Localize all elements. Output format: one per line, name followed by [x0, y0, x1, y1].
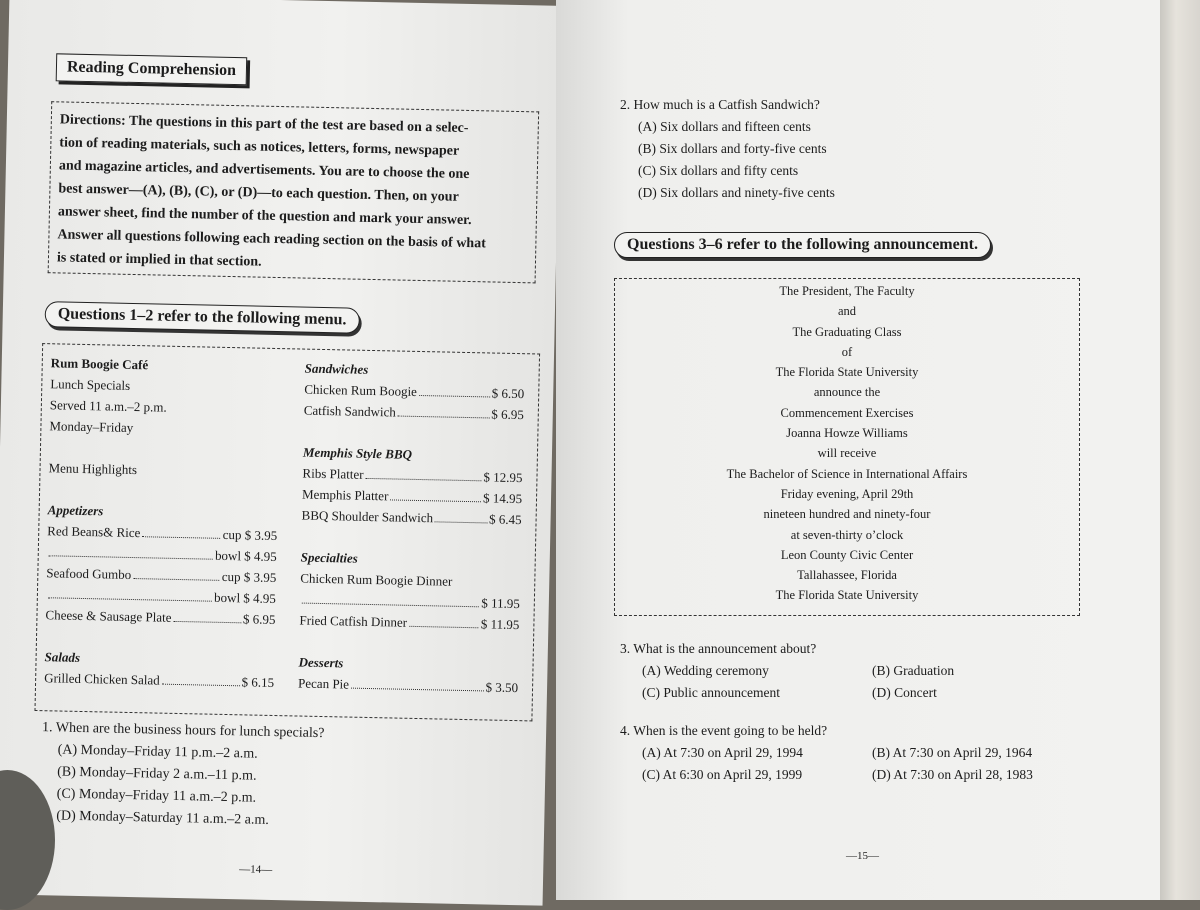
specialty-item: Chicken Rum Boogie Dinner — [300, 570, 453, 589]
announcement-line: Friday evening, April 29th — [780, 486, 914, 501]
menu-item: Memphis Platter $ 14.95 — [301, 486, 523, 507]
menu-item: Cheese & Sausage Plate $ 6.95 — [45, 607, 276, 628]
answer-option: (A) Six dollars and fifteen cents — [638, 119, 811, 134]
question-1 — [40, 717, 325, 833]
appetizers-heading: Appetizers — [47, 502, 104, 519]
menu-item: Ribs Platter $ 12.95 — [302, 465, 523, 486]
menu-item: bowl $ 4.95 — [47, 541, 277, 567]
directions-box — [48, 101, 539, 283]
announcement-line: Tallahassee, Florida — [797, 568, 897, 583]
answer-option: (D) Concert — [872, 685, 937, 700]
answer-option: (C) At 6:30 on April 29, 1999 — [642, 767, 803, 782]
answer-option: (B) Graduation — [872, 663, 955, 678]
menu-box — [34, 343, 540, 721]
directions-line: Answer all questions following each reading section on the basis of what — [57, 227, 486, 252]
question-3 — [620, 638, 1072, 704]
menu-left-column — [44, 352, 281, 693]
announcement-line: The President, The Faculty — [779, 284, 915, 298]
questions-3-6-title: Questions 3–6 refer to the following announcement. — [614, 232, 991, 258]
announcement-line: will receive — [817, 446, 877, 461]
answer-option: (B) At 7:30 on April 29, 1964 — [872, 745, 1033, 760]
specialties-heading: Specialties — [300, 549, 358, 566]
question-4 — [620, 720, 1072, 786]
page-edge — [1160, 0, 1200, 900]
menu-highlights: Menu Highlights — [48, 460, 138, 478]
menu-item: Pecan Pie $ 3.50 — [297, 675, 519, 696]
cafe-name: Rum Boogie Café — [50, 355, 149, 373]
announcement-line: The Bachelor of Science in International Affairs — [726, 466, 968, 481]
directions-line: and magazine articles, and advertisements. You are to choose the one — [58, 158, 470, 182]
question-stem: 1. When are the business hours for lunch specials? — [41, 720, 325, 742]
bbq-heading: Memphis Style BBQ — [302, 444, 413, 462]
menu-item: Grilled Chicken Salad $ 6.15 — [44, 670, 275, 691]
answer-option: (C) Monday–Friday 11 a.m.–2 p.m. — [56, 786, 257, 806]
menu-item: BBQ Shoulder Sandwich $ 6.45 — [301, 507, 522, 528]
question-stem: 4. When is the event going to be held? — [620, 723, 828, 738]
announcement-line: at seven-thirty o’clock — [790, 527, 904, 542]
menu-item: Chicken Rum Boogie $ 6.50 — [304, 381, 525, 402]
question-stem: 3. What is the announcement about? — [620, 641, 817, 656]
lunch-specials: Lunch Specials — [50, 376, 131, 393]
answer-option: (D) Monday–Saturday 11 a.m.–2 a.m. — [56, 808, 269, 828]
questions-1-2-title: Questions 1–2 refer to the following menu. — [45, 301, 360, 334]
announcement-line: Commencement Exercises — [780, 405, 914, 420]
desserts-heading: Desserts — [298, 654, 344, 671]
announcement-line: nineteen hundred and ninety-four — [763, 507, 931, 522]
section-title: Reading Comprehension — [56, 53, 248, 85]
question-stem: 2. How much is a Catfish Sandwich? — [620, 97, 820, 112]
menu-item: Catfish Sandwich $ 6.95 — [303, 402, 524, 423]
menu-item: bowl $ 4.95 — [46, 583, 276, 609]
directions-line: best answer—(A), (B), (C), or (D)—to each question. Then, on your — [58, 181, 459, 205]
answer-option: (A) Monday–Friday 11 p.m.–2 a.m. — [57, 742, 258, 762]
menu-right-column — [298, 358, 525, 699]
served-days: Monday–Friday — [49, 418, 134, 436]
answer-option: (D) At 7:30 on April 28, 1983 — [872, 767, 1033, 782]
question-2 — [620, 94, 835, 204]
answer-option: (A) At 7:30 on April 29, 1994 — [642, 745, 803, 760]
sandwiches-heading: Sandwiches — [304, 360, 369, 377]
menu-item: Fried Catfish Dinner $ 11.95 — [299, 612, 520, 633]
announcement-line: The Graduating Class — [792, 324, 902, 339]
answer-option: (B) Six dollars and forty-five cents — [638, 141, 827, 156]
salads-heading: Salads — [44, 649, 81, 665]
directions-line: answer sheet, find the number of the question and mark your answer. — [57, 204, 472, 229]
left-page — [0, 0, 561, 906]
announcement-line: The Florida State University — [775, 588, 919, 603]
announcement-line: announce the — [813, 385, 881, 400]
menu-item: Red Beans& Rice cup $ 3.95 — [47, 523, 278, 544]
answer-option: (D) Six dollars and ninety-five cents — [638, 185, 835, 200]
announcement-box — [614, 278, 1080, 616]
served-hours: Served 11 a.m.–2 p.m. — [49, 397, 167, 415]
directions-line: Directions: The questions in this part of the test are based on a selec- — [59, 112, 469, 136]
menu-item: Seafood Gumbo cup $ 3.95 — [46, 565, 277, 586]
right-page — [556, 0, 1160, 900]
answer-option: (A) Wedding ceremony — [642, 663, 769, 678]
announcement-line: and — [837, 304, 857, 319]
answer-option: (C) Six dollars and fifty cents — [638, 163, 799, 178]
answer-option: (C) Public announcement — [642, 685, 780, 700]
announcement-line: The Florida State University — [775, 365, 919, 380]
page-number-left: —14— — [239, 863, 273, 877]
answer-option: (B) Monday–Friday 2 a.m.–11 p.m. — [57, 764, 257, 784]
page-number-right: —15— — [846, 850, 879, 862]
menu-item: $ 11.95 — [300, 589, 520, 615]
announcement-line: Joanna Howze Williams — [786, 426, 908, 441]
directions-line: tion of reading materials, such as notices, letters, forms, newspaper — [59, 135, 460, 159]
announcement-line: of — [841, 344, 853, 359]
announcement-line: Leon County Civic Center — [780, 547, 914, 562]
directions-line: is stated or implied in that section. — [56, 250, 262, 270]
